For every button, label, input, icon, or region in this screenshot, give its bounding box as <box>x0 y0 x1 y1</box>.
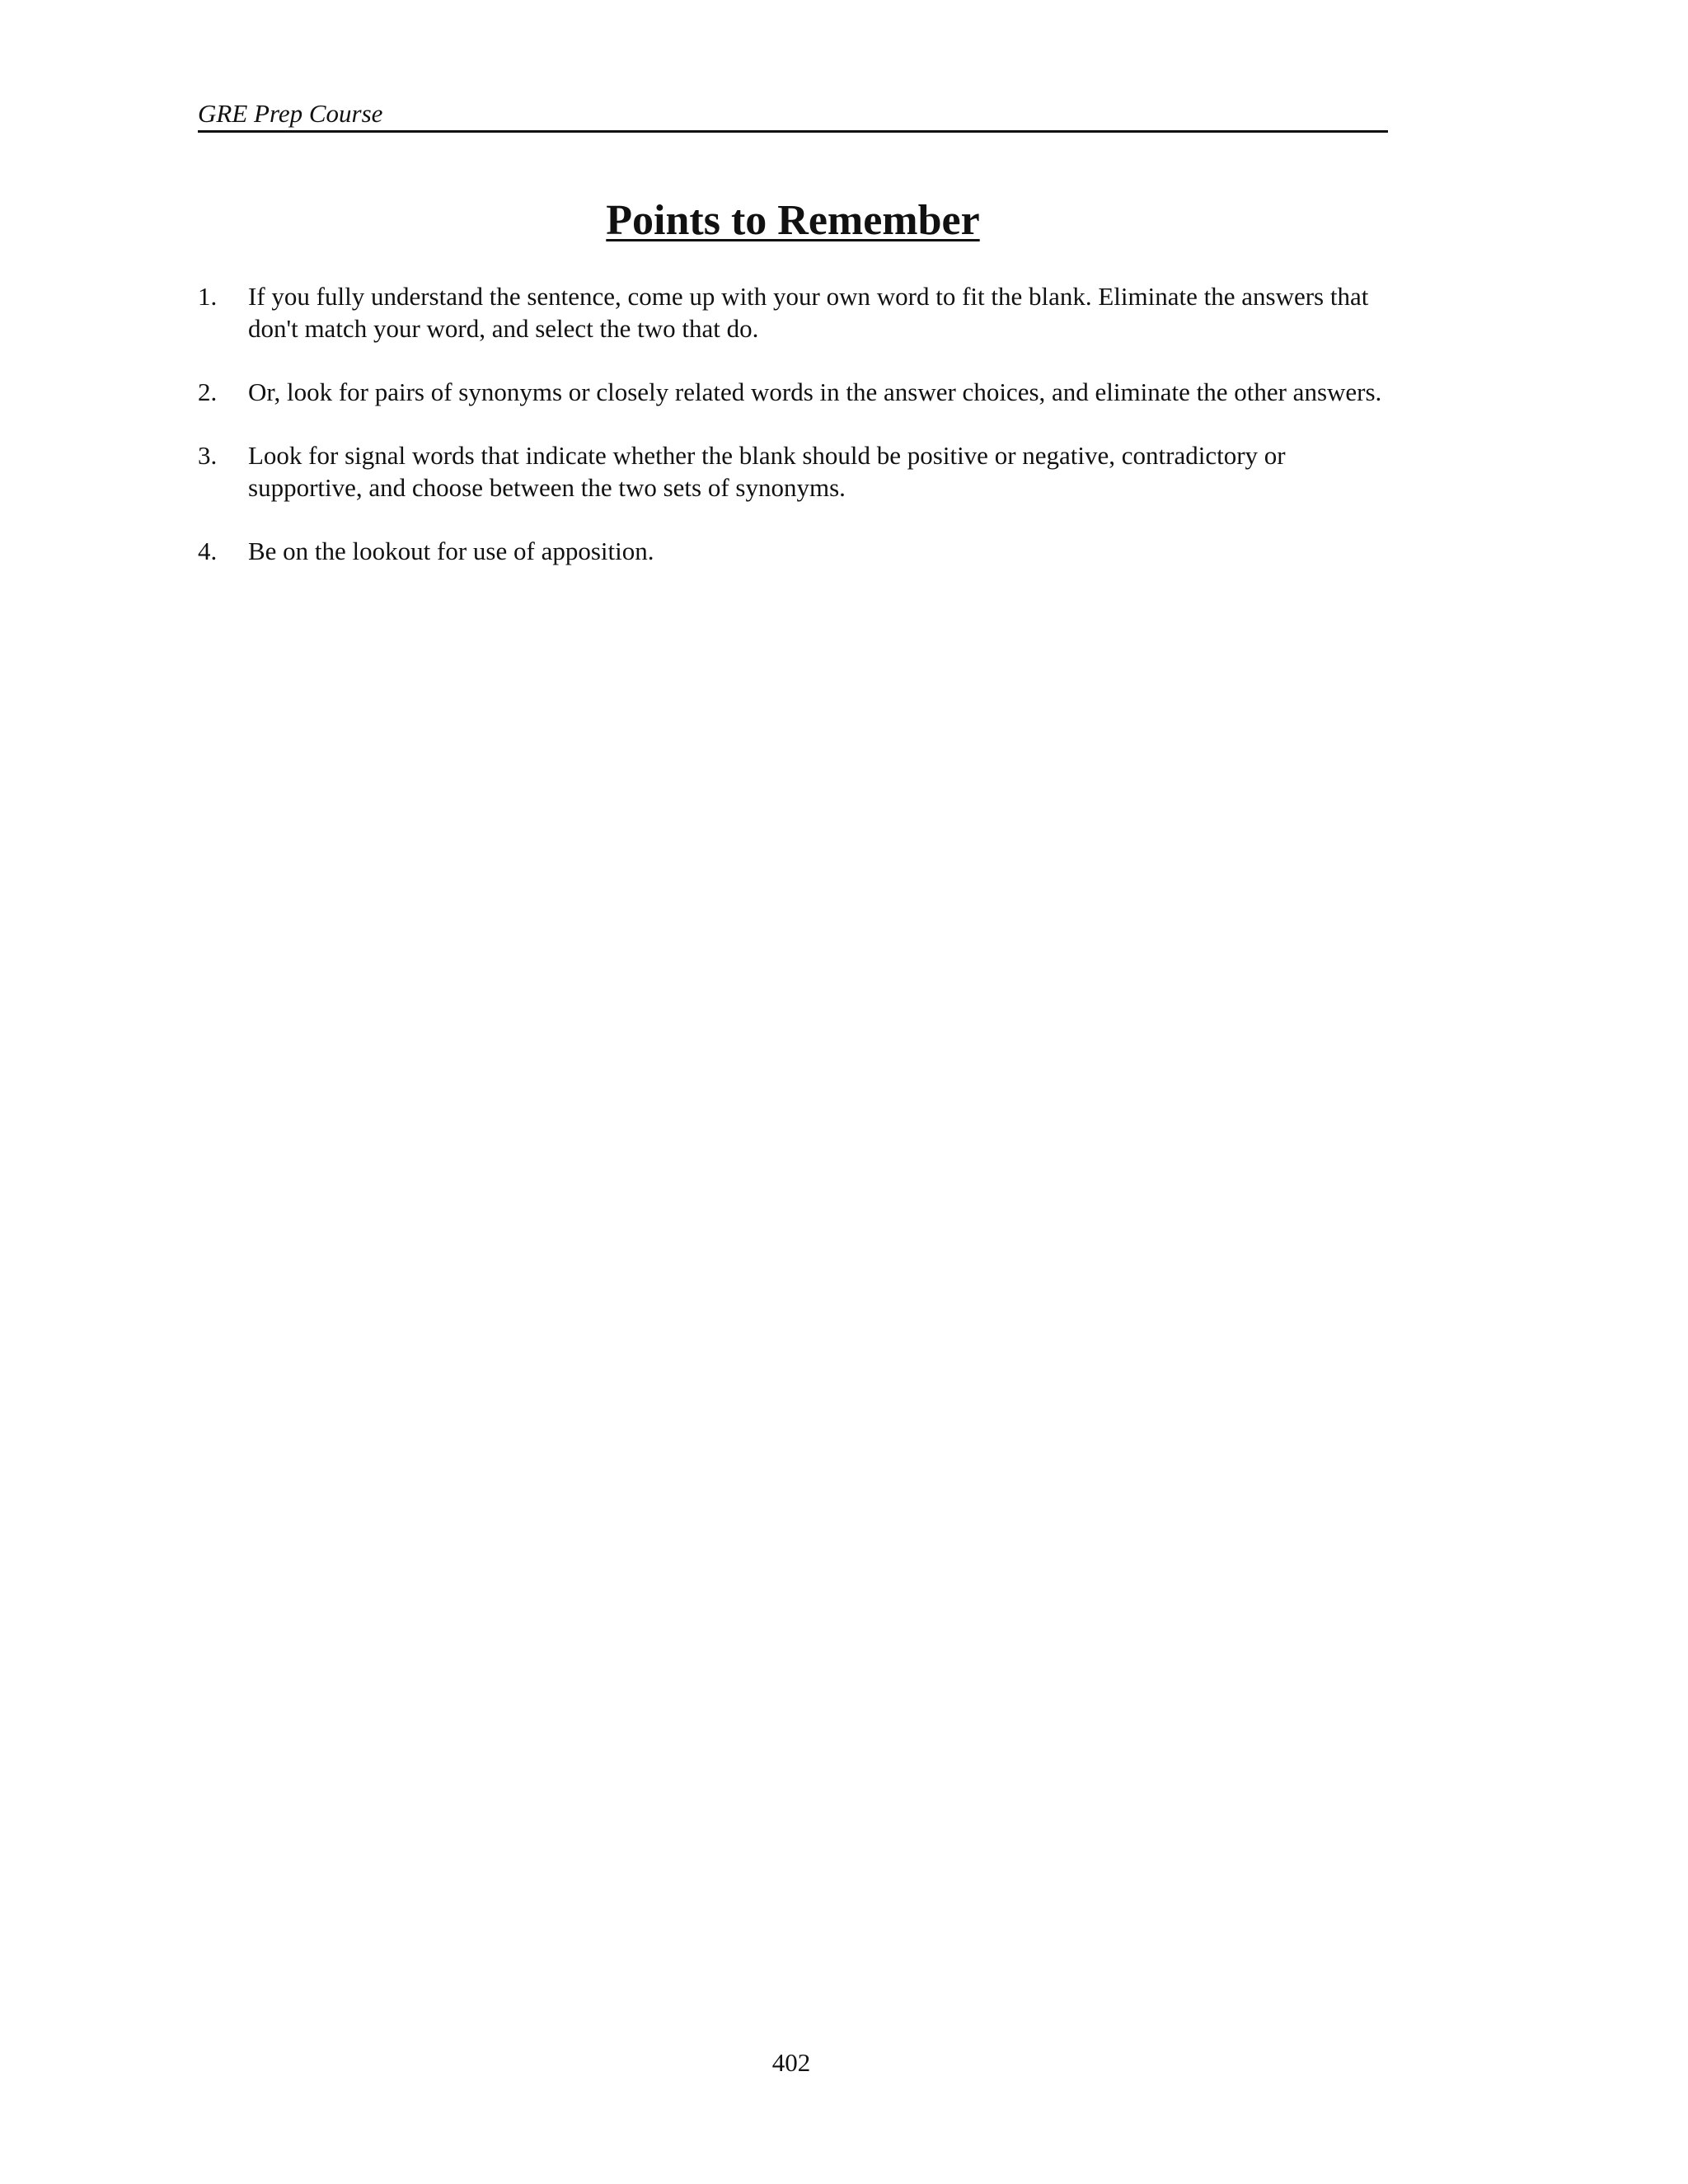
point-text: Be on the lookout for use of apposition. <box>248 537 654 565</box>
point-number: 3. <box>198 441 218 470</box>
running-header-title: GRE Prep Course <box>198 99 383 128</box>
page-title <box>198 194 1388 247</box>
point-number: 4. <box>198 537 218 565</box>
point-text: If you fully understand the sentence, come up with your own word to fit the blank. Eliminate the answers that don't match your word, and select the two that do. <box>248 282 1369 343</box>
page-number: 402 <box>771 2048 811 2077</box>
list-item <box>198 376 1388 408</box>
list-item <box>198 280 1388 344</box>
points-list <box>198 280 1388 598</box>
point-number: 2. <box>198 377 218 406</box>
point-text: Or, look for pairs of synonyms or closely related words in the answer choices, and eliminate the other answers. <box>248 377 1382 406</box>
running-header <box>198 97 1388 133</box>
page-title-text: Points to Remember <box>606 197 980 244</box>
point-number: 1. <box>198 282 218 311</box>
list-item <box>198 535 1388 567</box>
list-item <box>198 439 1388 504</box>
point-text: Look for signal words that indicate whether the blank should be positive or negative, contradictory or supportive, and choose between the two sets of synonyms. <box>248 441 1286 502</box>
